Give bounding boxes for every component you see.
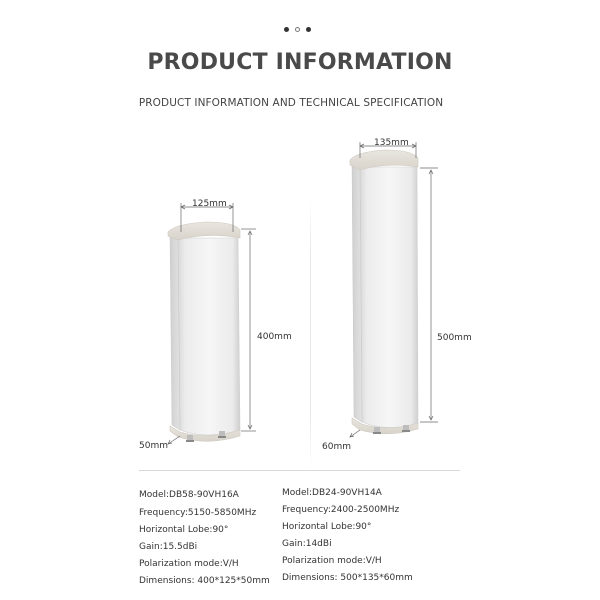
- antenna-left-illustration: [168, 222, 240, 442]
- right-spec-model: Model:DB24-90VH14A: [282, 488, 382, 498]
- pagination-dot-2[interactable]: [295, 27, 300, 32]
- right-spec-horizontal-lobe: Horizontal Lobe:90°: [282, 522, 372, 532]
- left-spec-gain: Gain:15.5dBi: [139, 542, 198, 552]
- right-height-label: 500mm: [437, 333, 472, 343]
- antenna-right-dimension-lines: [350, 142, 438, 437]
- pagination-dot-1[interactable]: [284, 27, 289, 32]
- left-width-label: 125mm: [192, 199, 227, 209]
- right-width-label: 135mm: [374, 138, 409, 148]
- antenna-left-dimension-lines: [168, 203, 256, 444]
- right-spec-gain: Gain:14dBi: [282, 539, 332, 549]
- right-spec-polarization: Polarization mode:V/H: [282, 556, 382, 566]
- antenna-right-illustration: [350, 150, 418, 434]
- right-spec-frequency: Frequency:2400-2500MHz: [282, 505, 400, 515]
- right-spec-divider: [282, 470, 460, 471]
- right-depth-label: 60mm: [322, 442, 351, 452]
- left-spec-model: Model:DB58-90VH16A: [139, 490, 239, 500]
- right-spec-dimensions: Dimensions: 500*135*60mm: [282, 573, 413, 583]
- left-spec-frequency: Frequency:5150-5850MHz: [139, 508, 257, 518]
- page-title: PRODUCT INFORMATION: [147, 50, 453, 75]
- left-depth-label: 50mm: [139, 441, 168, 451]
- left-spec-dimensions: Dimensions: 400*125*50mm: [139, 576, 270, 586]
- left-height-label: 400mm: [257, 332, 292, 342]
- pagination-dots: [284, 27, 311, 32]
- pagination-dot-3[interactable]: [306, 27, 311, 32]
- left-spec-horizontal-lobe: Horizontal Lobe:90°: [139, 525, 229, 535]
- column-divider: [310, 200, 311, 470]
- left-spec-polarization: Polarization mode:V/H: [139, 559, 239, 569]
- left-spec-divider: [139, 470, 299, 471]
- page-subtitle: PRODUCT INFORMATION AND TECHNICAL SPECIFICATION: [138, 97, 444, 109]
